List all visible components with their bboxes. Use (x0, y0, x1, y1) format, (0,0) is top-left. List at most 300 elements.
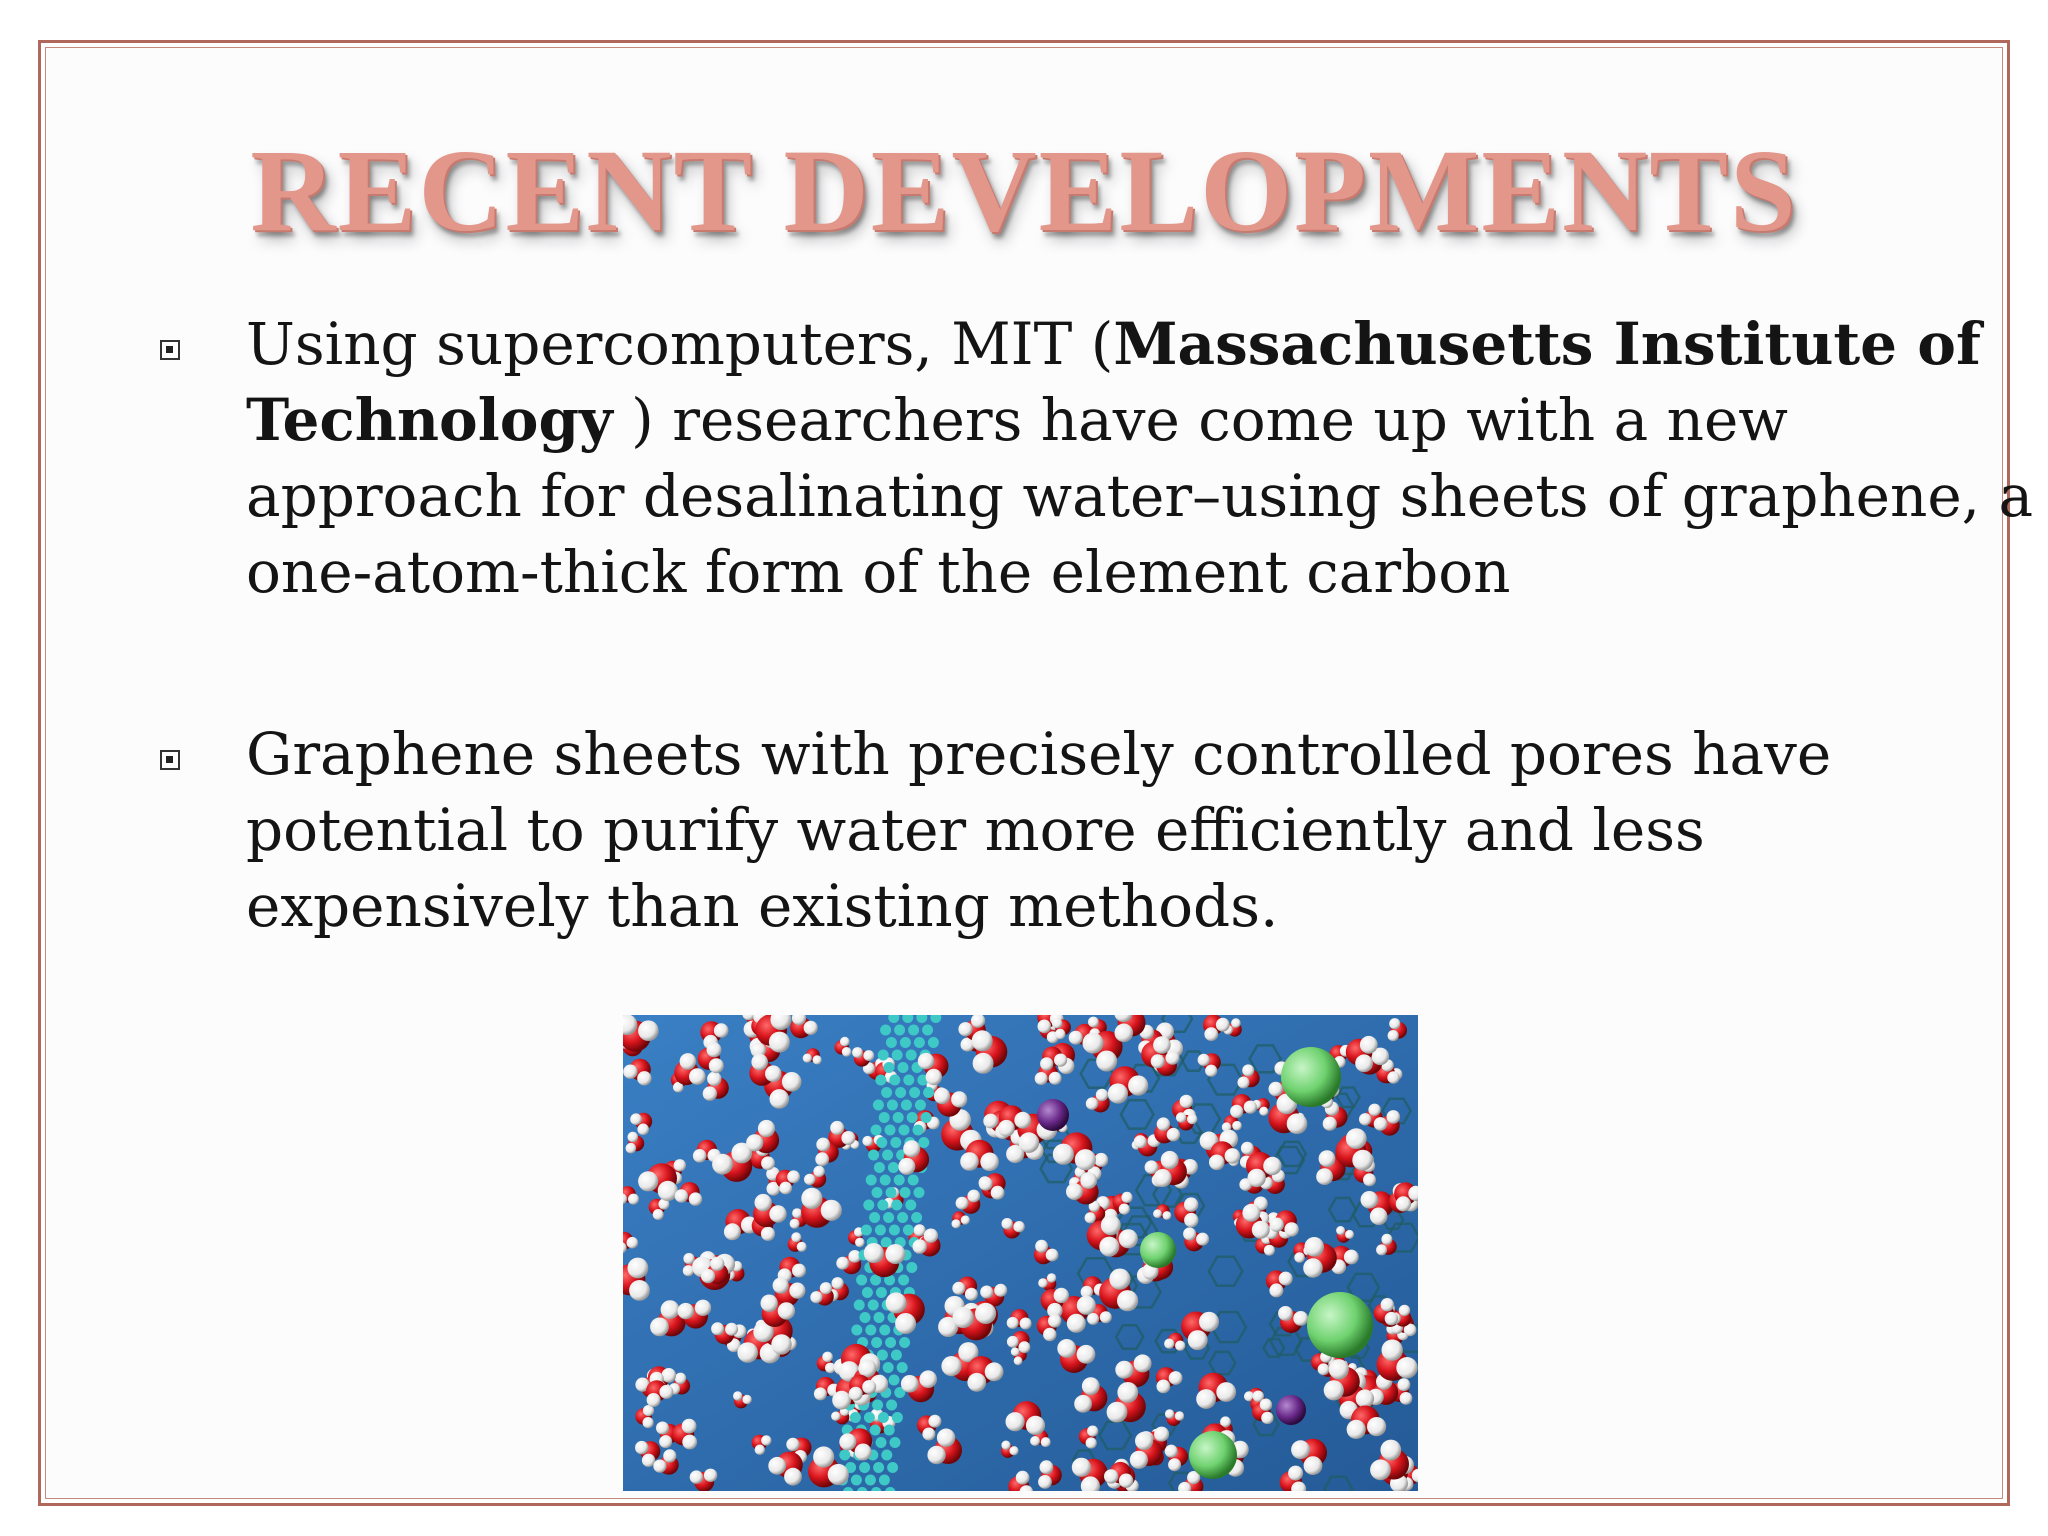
hydrogen-atom (675, 1373, 686, 1384)
hydrogen-atom (628, 1194, 639, 1205)
hydrogen-atom (1115, 1024, 1134, 1043)
hydrogen-atom (1303, 1258, 1323, 1278)
hydrogen-atom (1040, 1057, 1053, 1070)
hydrogen-atom (1117, 1290, 1138, 1311)
hydrogen-atom (855, 1444, 872, 1461)
hydrogen-atom (1019, 1132, 1040, 1153)
graphene-atom (891, 1200, 902, 1211)
hydrogen-atom (815, 1152, 829, 1166)
hydrogen-atom (661, 1300, 680, 1319)
hydrogen-atom (658, 1181, 678, 1201)
hydrogen-atom (1180, 1095, 1193, 1108)
square-bullet-icon (160, 750, 180, 770)
hydrogen-atom (1231, 1018, 1241, 1028)
graphene-atom (874, 1162, 885, 1173)
hydrogen-atom (797, 1242, 807, 1252)
hydrogen-atom (836, 1257, 849, 1270)
hydrogen-atom (1161, 1151, 1179, 1169)
hydrogen-atom (1232, 1121, 1242, 1131)
hydrogen-atom (1187, 1114, 1197, 1124)
hydrogen-atom (779, 1182, 792, 1195)
graphene-atom (880, 1025, 891, 1036)
hydrogen-atom (813, 1055, 822, 1064)
hydrogen-atom (771, 1334, 791, 1354)
hydrogen-atom (1196, 1233, 1209, 1246)
hydrogen-atom (724, 1223, 741, 1240)
hydrogen-atom (914, 1224, 926, 1236)
hydrogen-atom (1244, 1101, 1257, 1114)
graphene-atom (900, 1187, 911, 1198)
hydrogen-atom (1016, 1471, 1030, 1485)
hydrogen-atom (951, 1091, 967, 1107)
square-bullet-icon (160, 340, 180, 360)
graphene-atom (879, 1325, 890, 1336)
hydrogen-atom (1047, 1273, 1056, 1282)
hydrogen-atom (1318, 1363, 1330, 1375)
hydrogen-atom (1134, 1354, 1152, 1372)
hydrogen-atom (637, 1071, 651, 1085)
graphene-atom (872, 1187, 883, 1198)
hydrogen-atom (680, 1053, 697, 1070)
hydrogen-atom (1094, 1153, 1108, 1167)
hydrogen-atom (1049, 1072, 1062, 1085)
hydrogen-atom (1077, 1296, 1096, 1315)
hydrogen-atom (675, 1189, 688, 1202)
hydrogen-atom (778, 1302, 795, 1319)
hydrogen-atom (1002, 1218, 1013, 1229)
bullet-1-line-4: one-atom-thick form of the element carbon (246, 538, 1511, 606)
hydrogen-atom (710, 1257, 724, 1271)
hydrogen-atom (1019, 1341, 1031, 1353)
hydrogen-atom (1075, 1149, 1096, 1170)
hydrogen-atom (1101, 1215, 1121, 1235)
hydrogen-atom (803, 1054, 812, 1063)
graphene-atom (876, 1287, 887, 1298)
hydrogen-atom (1054, 1054, 1067, 1067)
hydrogen-atom (1154, 1427, 1169, 1442)
hydrogen-atom (1030, 1436, 1040, 1446)
hydrogen-atom (852, 1047, 863, 1058)
hydrogen-atom (1382, 1339, 1403, 1360)
bullet-paragraph-1 (246, 306, 2034, 610)
graphene-atom (839, 1450, 850, 1461)
graphene-atom (883, 1362, 894, 1373)
hydrogen-atom (1088, 1017, 1099, 1028)
hydrogen-atom (1175, 1411, 1184, 1420)
hydrogen-atom (1164, 1339, 1174, 1349)
hydrogen-atom (1388, 1030, 1399, 1041)
hydrogen-atom (1263, 1157, 1281, 1175)
hydrogen-atom (642, 1454, 655, 1467)
hydrogen-atom (1169, 1371, 1183, 1385)
hydrogen-atom (832, 1391, 851, 1410)
chloride-ion (1140, 1232, 1176, 1268)
hydrogen-atom (1009, 1446, 1018, 1455)
hydrogen-atom (737, 1342, 758, 1363)
graphene-atom (921, 1112, 932, 1123)
hydrogen-atom (1069, 1031, 1083, 1045)
graphene-atom (899, 1125, 910, 1136)
graphene-atom (872, 1400, 883, 1411)
graphene-atom (861, 1225, 872, 1236)
hydrogen-atom (674, 1159, 686, 1171)
bullet-2-line-2: potential to purify water more efficiently and less (246, 796, 1705, 864)
hydrogen-atom (733, 1391, 742, 1400)
hydrogen-atom (635, 1441, 648, 1454)
hydrogen-atom (1359, 1113, 1371, 1125)
hydrogen-atom (1165, 1445, 1178, 1458)
hydrogen-atom (782, 1072, 802, 1092)
graphene-atom (869, 1212, 880, 1223)
hydrogen-atom (1006, 1412, 1025, 1431)
hydrogen-atom (1324, 1380, 1344, 1400)
graphene-atom (889, 1075, 900, 1086)
hydrogen-atom (1399, 1305, 1410, 1316)
hydrogen-atom (1230, 1105, 1243, 1118)
hydrogen-atom (928, 1415, 941, 1428)
graphene-atom (877, 1200, 888, 1211)
hydrogen-atom (1252, 1221, 1270, 1239)
graphene-atom (885, 1337, 896, 1348)
graphene-atom (862, 1287, 873, 1298)
graphene-atom (911, 1212, 922, 1223)
hydrogen-atom (1119, 1474, 1133, 1488)
graphene-atom (922, 1025, 933, 1036)
hydrogen-atom (790, 1219, 800, 1229)
graphene-atom (859, 1462, 870, 1473)
hydrogen-atom (1166, 1051, 1180, 1065)
hydrogen-atom (973, 1053, 994, 1074)
hydrogen-atom (994, 1284, 1007, 1297)
graphene-atom (868, 1300, 879, 1311)
hydrogen-atom (1154, 1169, 1172, 1187)
hydrogen-atom (816, 1138, 830, 1152)
graphene-atom (918, 1137, 929, 1148)
hydrogen-atom (1117, 1382, 1138, 1403)
hydrogen-atom (1153, 1036, 1171, 1054)
bullet-2-line-1: Graphene sheets with precisely controlled pores have (246, 720, 1832, 788)
hydrogen-atom (1398, 1378, 1411, 1391)
graphene-atom (889, 1225, 900, 1236)
hydrogen-atom (693, 1149, 707, 1163)
hydrogen-atom (967, 1373, 986, 1392)
graphene-atom (901, 1100, 912, 1111)
hydrogen-atom (862, 1136, 872, 1146)
hydrogen-atom (1026, 1416, 1045, 1435)
hydrogen-atom (1400, 1392, 1413, 1405)
graphene-atom (883, 1212, 894, 1223)
hydrogen-atom (1020, 1318, 1032, 1330)
hydrogen-atom (1115, 1361, 1133, 1379)
hydrogen-atom (751, 1054, 768, 1071)
hydrogen-atom (1119, 1204, 1130, 1215)
hydrogen-atom (953, 1307, 974, 1328)
graphene-atom (898, 1275, 909, 1286)
hydrogen-atom (898, 1158, 915, 1175)
hydrogen-atom (653, 1209, 664, 1220)
graphene-atom (871, 1125, 882, 1136)
hydrogen-atom (765, 1065, 782, 1082)
hydrogen-atom (1108, 1083, 1128, 1103)
graphene-atom (894, 1025, 905, 1036)
hydrogen-atom (979, 1177, 993, 1191)
hydrogen-atom (1260, 1399, 1272, 1411)
graphene-atom (895, 1087, 906, 1098)
hydrogen-atom (628, 1258, 649, 1279)
hydrogen-atom (813, 1166, 824, 1177)
hydrogen-atom (683, 1253, 694, 1264)
hydrogen-atom (804, 1174, 815, 1185)
graphene-atom (894, 1175, 905, 1186)
hydrogen-atom (1014, 1356, 1023, 1365)
hydrogen-atom (1184, 1213, 1198, 1227)
hydrogen-atom (958, 1022, 972, 1036)
hydrogen-atom (849, 1387, 863, 1401)
hydrogen-atom (820, 1282, 832, 1294)
hydrogen-atom (638, 1171, 658, 1191)
bold-term: Technology (246, 386, 613, 454)
hydrogen-atom (709, 1058, 724, 1073)
hydrogen-atom (1176, 1112, 1186, 1122)
hydrogen-atom (1001, 1441, 1010, 1450)
hydrogen-atom (1196, 1389, 1216, 1409)
hydrogen-atom (1013, 1221, 1024, 1232)
hydrogen-atom (927, 1446, 945, 1464)
graphene-atom (914, 1187, 925, 1198)
hydrogen-atom (1007, 1317, 1019, 1329)
hydrogen-atom (662, 1368, 677, 1383)
hydrogen-atom (1204, 1027, 1218, 1041)
graphene-atom (886, 1187, 897, 1198)
hydrogen-atom (983, 1114, 998, 1129)
hydrogen-atom (755, 1445, 765, 1455)
hydrogen-atom (689, 1068, 706, 1085)
graphene-atom (878, 1412, 889, 1423)
graphene-atom (900, 1037, 911, 1048)
hydrogen-atom (895, 1313, 916, 1334)
hydrogen-atom (761, 1156, 775, 1170)
bullet-paragraph-2 (246, 716, 1946, 944)
hydrogen-atom (784, 1468, 802, 1486)
hydrogen-atom (1259, 1107, 1268, 1116)
hydrogen-atom (1168, 1458, 1181, 1471)
hydrogen-atom (1278, 1306, 1293, 1321)
hydrogen-atom (801, 1188, 822, 1209)
hydrogen-atom (769, 1205, 786, 1222)
hydrogen-atom (985, 1362, 1004, 1381)
hydrogen-atom (1329, 1359, 1349, 1379)
hydrogen-atom (682, 1435, 697, 1450)
hydrogen-atom (1096, 1051, 1117, 1072)
graphene-atom (884, 1062, 895, 1073)
graphene-atom (923, 1087, 934, 1098)
hydrogen-atom (952, 1219, 961, 1228)
hydrogen-atom (1041, 1437, 1051, 1447)
hydrogen-atom (1396, 1357, 1417, 1378)
hydrogen-atom (643, 1417, 654, 1428)
hydrogen-atom (1151, 1054, 1165, 1068)
hydrogen-atom (1363, 1173, 1376, 1186)
hydrogen-atom (768, 1457, 786, 1475)
bullet-2-line-3: expensively than existing methods. (246, 872, 1279, 940)
chloride-ion (1189, 1431, 1237, 1479)
hydrogen-atom (1035, 1240, 1048, 1253)
hydrogen-atom (769, 1032, 790, 1053)
hydrogen-atom (1057, 1339, 1076, 1358)
hydrogen-atom (1066, 1183, 1083, 1200)
hydrogen-atom (1055, 1029, 1066, 1040)
hydrogen-atom (862, 1380, 876, 1394)
hydrogen-atom (1385, 1312, 1398, 1325)
graphene-atom (909, 1087, 920, 1098)
hydrogen-atom (967, 1190, 980, 1203)
hydrogen-atom (758, 1120, 775, 1137)
hydrogen-atom (1241, 1142, 1254, 1155)
bullet-1-line-3: approach for desalinating water–using sheets of graphene, a (246, 462, 2034, 530)
graphene-atom (882, 1150, 893, 1161)
hydrogen-atom (701, 1269, 715, 1283)
graphene-atom (885, 1125, 896, 1136)
hydrogen-atom (1368, 1104, 1380, 1116)
hydrogen-atom (934, 1088, 950, 1104)
hydrogen-atom (1040, 1460, 1054, 1474)
molecular-simulation-image (623, 1015, 1418, 1491)
graphene-atom (928, 1037, 939, 1048)
hydrogen-atom (1134, 1135, 1147, 1148)
hydrogen-atom (1183, 1227, 1196, 1240)
hydrogen-atom (1294, 1252, 1305, 1263)
hydrogen-atom (1107, 1402, 1128, 1423)
hydrogen-atom (1209, 1155, 1225, 1171)
graphene-atom (870, 1425, 881, 1436)
hydrogen-atom (1381, 1298, 1394, 1311)
hydrogen-atom (1038, 1278, 1047, 1287)
hydrogen-atom (628, 1132, 639, 1143)
hydrogen-atom (770, 1089, 790, 1109)
hydrogen-atom (1205, 1065, 1217, 1077)
hydrogen-atom (629, 1280, 650, 1301)
hydrogen-atom (746, 1134, 763, 1151)
hydrogen-atom (1242, 1064, 1254, 1076)
graphene-atom (897, 1212, 908, 1223)
graphene-atom (871, 1337, 882, 1348)
graphene-atom (905, 1200, 916, 1211)
graphene-atom (891, 1350, 902, 1361)
hydrogen-atom (707, 1042, 722, 1057)
hydrogen-atom (1121, 1192, 1132, 1203)
graphene-atom (876, 1437, 887, 1448)
hydrogen-atom (656, 1422, 669, 1435)
hydrogen-atom (1135, 1432, 1153, 1450)
graphene-atom (875, 1225, 886, 1236)
hydrogen-atom (789, 1283, 805, 1299)
hydrogen-atom (1053, 1144, 1074, 1165)
graphene-atom (892, 1050, 903, 1061)
hydrogen-atom (842, 1047, 852, 1057)
graphene-atom (887, 1100, 898, 1111)
hydrogen-atom (1085, 1212, 1096, 1223)
hydrogen-atom (1216, 1018, 1230, 1032)
graphene-atom (892, 1412, 903, 1423)
hydrogen-atom (1087, 1426, 1098, 1437)
graphene-atom (865, 1475, 876, 1486)
bullet-1-line-2: Technology ) researchers have come up with a new (246, 386, 1788, 454)
hydrogen-atom (1087, 1313, 1099, 1325)
hydrogen-atom (1054, 1288, 1069, 1303)
hydrogen-atom (1007, 1336, 1019, 1348)
hydrogen-atom (1165, 1409, 1174, 1418)
hydrogen-atom (1225, 1148, 1241, 1164)
hydrogen-atom (956, 1197, 969, 1210)
hydrogen-atom (1242, 1204, 1260, 1222)
hydrogen-atom (712, 1154, 733, 1175)
hydrogen-atom (841, 1131, 855, 1145)
graphene-water-illustration (623, 1015, 1418, 1491)
hydrogen-atom (1387, 1071, 1399, 1083)
graphene-atom (873, 1462, 884, 1473)
hydrogen-atom (653, 1460, 666, 1473)
hydrogen-atom (1216, 1382, 1236, 1402)
hydrogen-atom (1355, 1054, 1373, 1072)
hydrogen-atom (663, 1449, 676, 1462)
hydrogen-atom (647, 1393, 661, 1407)
graphene-atom (908, 1025, 919, 1036)
graphene-atom (914, 1037, 925, 1048)
hydrogen-atom (810, 1291, 822, 1303)
hydrogen-atom (952, 1282, 965, 1295)
graphene-atom (913, 1125, 924, 1136)
hydrogen-atom (787, 1170, 800, 1183)
hydrogen-atom (1248, 1169, 1266, 1187)
hydrogen-atom (903, 1140, 920, 1157)
hydrogen-atom (919, 1370, 937, 1388)
hydrogen-atom (918, 1053, 934, 1069)
graphene-atom (887, 1462, 898, 1473)
hydrogen-atom (1316, 1168, 1333, 1185)
hydrogen-atom (1083, 1033, 1104, 1054)
hydrogen-atom (725, 1323, 738, 1336)
hydrogen-atom (980, 1286, 993, 1299)
graphene-atom (878, 1050, 889, 1061)
hydrogen-atom (1346, 1128, 1367, 1149)
hydrogen-atom (998, 1120, 1015, 1137)
graphene-atom (881, 1087, 892, 1098)
bullet-1-line-1: Using supercomputers, MIT (Massachusetts Institute of (246, 310, 1981, 378)
bold-term: Massachusetts Institute of (1113, 310, 1981, 378)
hydrogen-atom (786, 1438, 799, 1451)
hydrogen-atom (1279, 1272, 1293, 1286)
graphene-atom (888, 1162, 899, 1173)
hydrogen-atom (695, 1300, 711, 1316)
graphene-atom (868, 1150, 879, 1161)
graphene-atom (890, 1437, 901, 1448)
hydrogen-atom (886, 1292, 907, 1313)
sodium-ion (1276, 1395, 1306, 1425)
hydrogen-atom (1043, 1328, 1056, 1341)
hydrogen-atom (960, 1152, 979, 1171)
hydrogen-atom (1082, 1377, 1100, 1395)
hydrogen-atom (1198, 1054, 1210, 1066)
graphene-atom (889, 1375, 900, 1386)
graphene-atom (880, 1175, 891, 1186)
hydrogen-atom (1038, 1020, 1052, 1034)
hydrogen-atom (1175, 1341, 1185, 1351)
hydrogen-atom (1284, 1222, 1298, 1236)
hydrogen-atom (1396, 1196, 1411, 1211)
hydrogen-atom (1163, 1211, 1172, 1220)
hydrogen-atom (1370, 1459, 1391, 1480)
graphene-atom (863, 1200, 874, 1211)
